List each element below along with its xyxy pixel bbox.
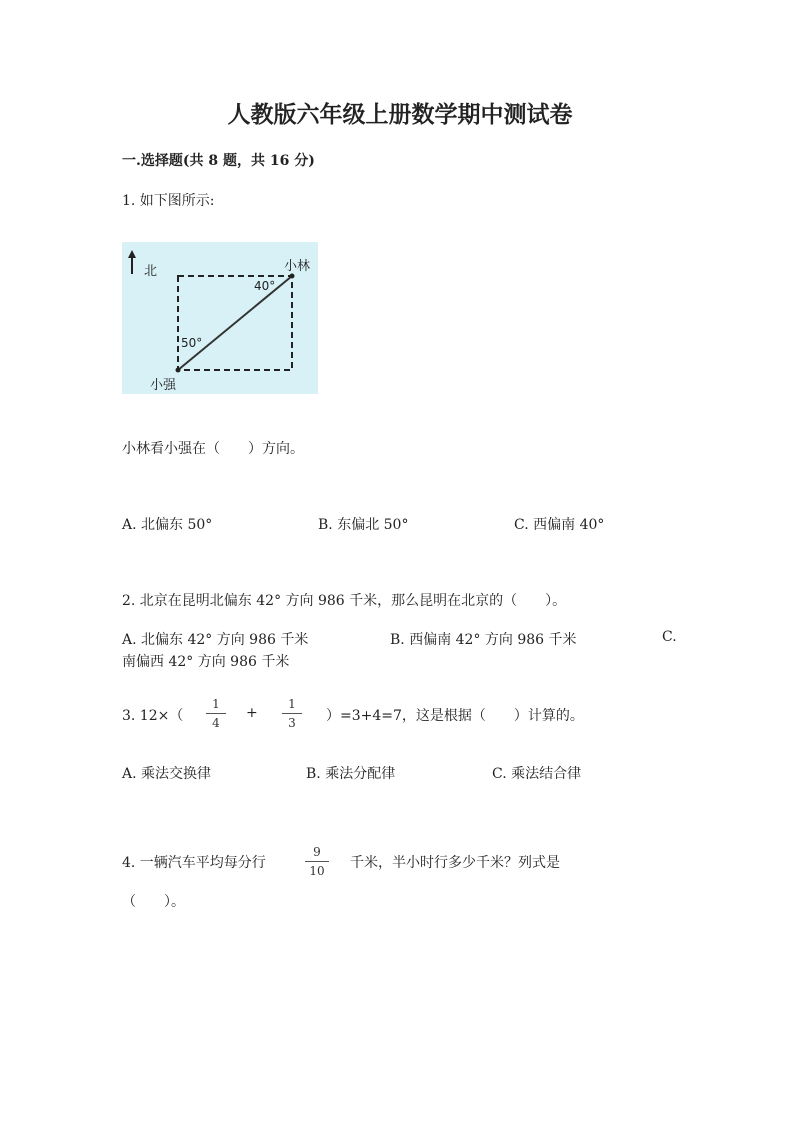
q3-frac2-denominator: 3 bbox=[288, 716, 296, 730]
north-label: 北 bbox=[144, 264, 158, 279]
direction-diagram bbox=[122, 242, 318, 394]
angle-bottom-label: 50° bbox=[181, 336, 203, 350]
q2-stem: 2. 北京在昆明北偏东 42° 方向 986 千米，那么昆明在北京的（ ）。 bbox=[122, 593, 567, 609]
q1-question: 小林看小强在（ ）方向。 bbox=[122, 441, 304, 457]
q4-prefix: 4. 一辆汽车平均每分行 bbox=[122, 855, 266, 871]
fraction-bar bbox=[305, 861, 329, 862]
q1-stem: 1. 如下图所示: bbox=[122, 193, 215, 209]
q3-frac2-numerator: 1 bbox=[288, 697, 296, 711]
q3-suffix: ）=3+4=7，这是根据（ ）计算的。 bbox=[326, 708, 584, 724]
q3-option-b: B. 乘法分配律 bbox=[306, 766, 396, 782]
q3-option-a: A. 乘法交换律 bbox=[122, 766, 212, 782]
q3-option-c: C. 乘法结合律 bbox=[492, 766, 582, 782]
direction-figure bbox=[122, 242, 318, 394]
q3-frac1-numerator: 1 bbox=[212, 697, 220, 711]
q4-frac-denominator: 10 bbox=[309, 864, 325, 878]
q3-frac1-denominator: 4 bbox=[212, 716, 220, 730]
angle-top-label: 40° bbox=[254, 279, 276, 293]
label-xiaoqiang: 小强 bbox=[150, 378, 177, 393]
q3-prefix: 3. 12×（ bbox=[122, 708, 184, 724]
point-top-right bbox=[290, 274, 295, 279]
label-xiaolin: 小林 bbox=[284, 259, 311, 274]
q2-option-c-text: 南偏西 42° 方向 986 千米 bbox=[122, 654, 290, 670]
q3-fraction-1 bbox=[206, 697, 226, 730]
q2-option-a: A. 北偏东 42° 方向 986 千米 bbox=[122, 632, 309, 648]
page-title: 人教版六年级上册数学期中测试卷 bbox=[227, 101, 573, 128]
q4-fraction bbox=[305, 845, 329, 878]
q4-answer-line: （ ）。 bbox=[122, 894, 185, 910]
q3-plus: + bbox=[246, 705, 258, 721]
q1-option-c: C. 西偏南 40° bbox=[514, 517, 605, 533]
q3-fraction-2 bbox=[282, 697, 302, 730]
fraction-bar bbox=[282, 713, 302, 714]
q1-option-b: B. 东偏北 50° bbox=[318, 517, 409, 533]
q4-suffix: 千米，半小时行多少千米？列式是 bbox=[350, 855, 560, 871]
q4-frac-numerator: 9 bbox=[313, 845, 321, 859]
q1-option-a: A. 北偏东 50° bbox=[122, 517, 213, 533]
section-heading: 一.选择题(共 8 题，共 16 分) bbox=[122, 153, 315, 169]
q2-option-c-label: C. bbox=[662, 629, 677, 645]
fraction-bar bbox=[206, 713, 226, 714]
point-bottom-left bbox=[176, 368, 181, 373]
q2-option-b: B. 西偏南 42° 方向 986 千米 bbox=[390, 632, 577, 648]
